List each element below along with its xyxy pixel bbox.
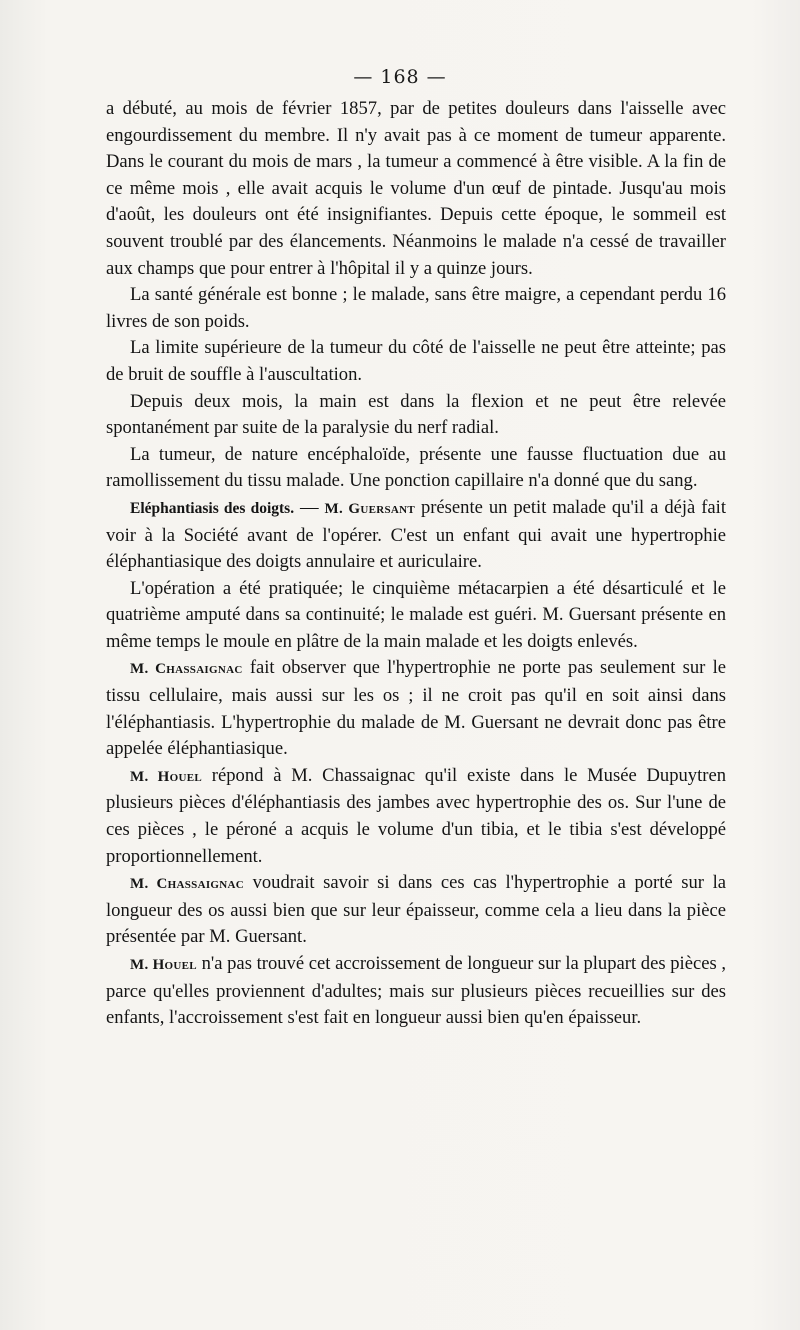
paragraph bbox=[106, 442, 726, 495]
paragraph bbox=[106, 655, 726, 762]
paragraph-text: voudrait savoir si dans ces cas l'hypertrophie a porté sur la longueur des os aussi bien que sur leur épaisseur, comme cela a lieu dans la pièce présentée par M. Guersant. bbox=[106, 872, 726, 948]
paragraph-text: fait observer que l'hypertrophie ne porte pas seulement sur le tissu cellulaire, mais aussi sur les os ; il ne croit pas qu'il en soit ainsi dans l'éléphantiasis. L'hypertrophie du malade de M. Guersant ne devrait donc pas être appelée éléphantiasique. bbox=[106, 657, 726, 760]
paragraph-text: répond à M. Chassaignac qu'il existe dans le Musée Dupuytren plusieurs pièces d'éléphantiasis des jambes avec hypertrophie des os. Sur l'une de ces pièces , le péroné a acquis le volume d'un tibia, et le tibia s'est développé proportionnellement. bbox=[106, 764, 727, 867]
body-text bbox=[106, 96, 726, 1032]
speaker-name: M. Houel bbox=[130, 957, 197, 973]
section-heading: Eléphantiasis des doigts. bbox=[130, 499, 295, 517]
paragraph-text: Depuis deux mois, la main est dans la flexion et ne peut être relevée spontanément par suite de la paralysie du nerf radial. bbox=[106, 390, 726, 439]
speaker-name: M. Chassaignac bbox=[130, 876, 244, 893]
page-number: — 168 — bbox=[353, 66, 447, 88]
paragraph-text: La tumeur, de nature encéphaloïde, présente une fausse fluctuation due au ramollissement du tissu malade. Une ponction capillaire n'a donné que du sang. bbox=[106, 443, 726, 492]
paragraph bbox=[106, 951, 726, 1032]
speaker-name: M. Chassaignac bbox=[130, 661, 243, 678]
paragraph bbox=[106, 335, 726, 388]
paragraph bbox=[106, 576, 726, 656]
heading-separator: — bbox=[294, 496, 325, 518]
paragraph bbox=[106, 495, 726, 576]
paragraph bbox=[106, 763, 726, 870]
paragraph bbox=[106, 282, 726, 335]
paragraph-text: La limite supérieure de la tumeur du côté de l'aisselle ne peut être atteinte; pas de bruit de souffle à l'auscultation. bbox=[106, 337, 726, 385]
paragraph-text: a débuté, au mois de février 1857, par de petites douleurs dans l'aisselle avec engourdissement du membre. Il n'y avait pas à ce moment de tumeur apparente. Dans le courant du mois de mars , la tumeur a commencé à être visible. A la fin de ce même mois , elle avait acquis le volume d'un œuf de pintade. Jusqu'au mois d'août, les douleurs ont été insignifiantes. Depuis cette époque, le sommeil est souvent troublé par des élancements. Néanmoins le malade n'a cessé de travailler aux champs que pour entrer à l'hôpital il y a quinze jours. bbox=[106, 98, 726, 279]
paragraph-text: La santé générale est bonne ; le malade, sans être maigre, a cependant perdu 16 livres de son poids. bbox=[106, 284, 726, 332]
paragraph bbox=[106, 389, 726, 442]
paragraph-text: n'a pas trouvé cet accroissement de longueur sur la plupart des pièces , parce qu'elles proviennent d'adultes; mais sur plusieurs pièces recueillies sur des enfants, l'accroissement s'est fait en longueur aussi bien qu'en épaisseur. bbox=[106, 953, 727, 1029]
paragraph-text: présente un petit malade qu'il a déjà fait voir à la Société avant de l'opérer. C'est un enfant qui avait une hypertrophie éléphantiasique des doigts annulaire et auriculaire. bbox=[106, 496, 726, 573]
paragraph bbox=[106, 870, 726, 951]
speaker-name: M. Houel bbox=[130, 768, 203, 785]
speaker-name: M. Guersant bbox=[324, 500, 416, 517]
paragraph bbox=[106, 96, 726, 282]
paragraph-text: L'opération a été pratiquée; le cinquième métacarpien a été désarticulé et le quatrième amputé dans sa continuité; le malade est guéri. M. Guersant présente en même temps le moule en plâtre de la main malade et les doigts enlevés. bbox=[106, 577, 726, 652]
